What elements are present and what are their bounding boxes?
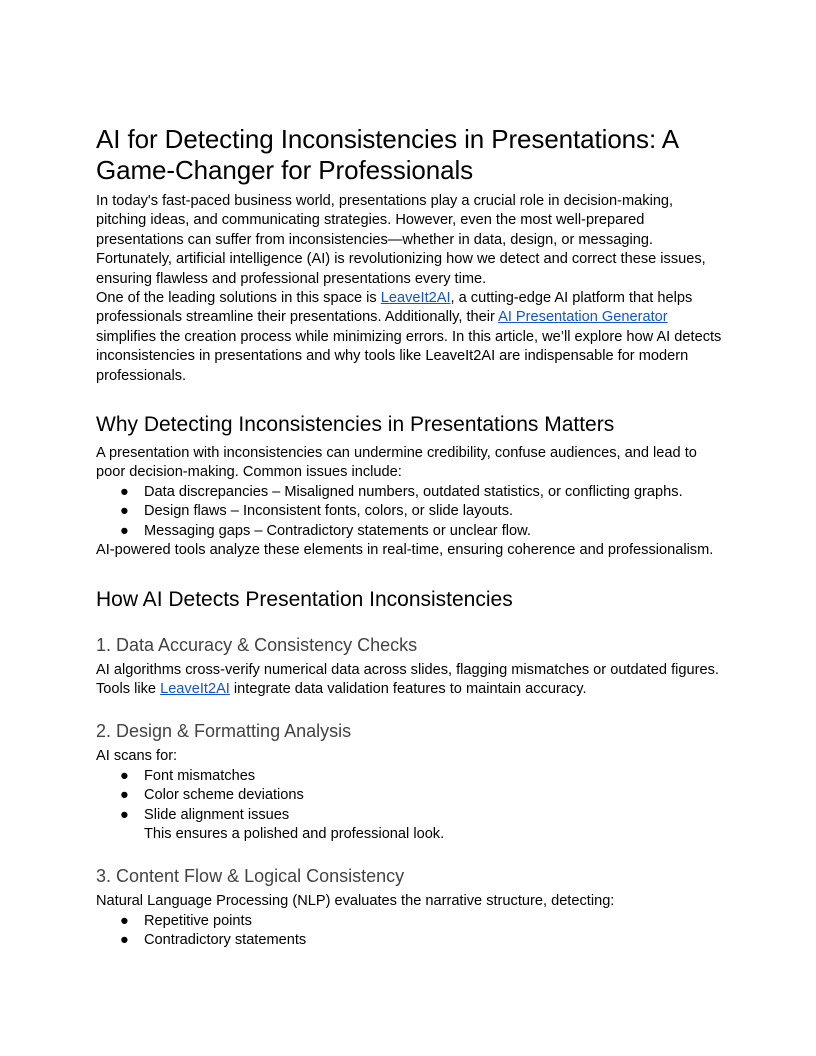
list-item — [96, 502, 726, 521]
section-heading-how: How AI Detects Presentation Inconsistencies — [96, 587, 513, 611]
subheading-data-accuracy: 1. Data Accuracy & Consistency Checks — [96, 634, 418, 655]
document-body — [96, 124, 726, 951]
bullet-icon: ● — [120, 503, 129, 520]
data-accuracy-paragraph — [96, 661, 726, 700]
section-why-closing: AI-powered tools analyze these elements in real-time, ensuring coherence and professionalism. — [96, 542, 714, 559]
list-item-text: Color scheme deviations — [144, 787, 304, 804]
intro-paragraph: In today's fast-paced business world, presentations play a crucial role in decision-making, pitching ideas, and communicating strategies. However, even the most well-prepared presentations can suffer from inconsistencies—whether in data, design, or messaging. Fortunately, artificial intelligence (AI) is revolutionizing how we detect and correct these issues, ensuring flawless and professional presentations every time. — [96, 193, 706, 287]
list-item-text: Design flaws – Inconsistent fonts, colors, or slide layouts. — [144, 503, 514, 520]
subheading-content-flow: 3. Content Flow & Logical Consistency — [96, 866, 405, 887]
leaveit2ai-link[interactable]: LeaveIt2AI — [380, 290, 451, 307]
bullet-icon: ● — [120, 912, 129, 929]
list-item — [96, 767, 726, 786]
list-item — [96, 931, 726, 950]
text-span: One of the leading solutions in this space is — [96, 290, 381, 307]
bullet-icon: ● — [120, 806, 129, 823]
section-why-lead: A presentation with inconsistencies can undermine credibility, confuse audiences, and lead to poor decision-making. Common issues include: — [96, 445, 697, 481]
design-lead: AI scans for: — [96, 748, 178, 765]
bullet-icon: ● — [120, 522, 129, 539]
list-item — [96, 483, 726, 502]
subheading-design-formatting: 2. Design & Formatting Analysis — [96, 721, 352, 742]
leaveit2ai-link-2[interactable]: LeaveIt2AI — [160, 680, 230, 697]
list-item-text: Slide alignment issues — [144, 806, 290, 823]
design-list — [96, 767, 726, 825]
bullet-icon: ● — [120, 483, 129, 500]
document-title: AI for Detecting Inconsistencies in Presentations: A Game-Changer for Professionals — [96, 124, 678, 185]
list-item-text: Repetitive points — [144, 912, 252, 929]
issues-list — [96, 483, 726, 541]
list-item — [96, 786, 726, 805]
list-item-text: Contradictory statements — [144, 932, 307, 949]
bullet-icon: ● — [120, 787, 129, 804]
text-span: integrate data validation features to maintain accuracy. — [229, 680, 587, 697]
list-item-text: Messaging gaps – Contradictory statements or unclear flow. — [144, 522, 531, 539]
list-item-text: Font mismatches — [144, 767, 256, 784]
content-flow-lead: Natural Language Processing (NLP) evaluates the narrative structure, detecting: — [96, 893, 615, 910]
list-item-text: Data discrepancies – Misaligned numbers, outdated statistics, or conflicting graphs. — [144, 483, 683, 500]
text-span: AI algorithms cross-verify numerical data across slides, flagging mismatches or outdated figures. Tools like — [96, 661, 719, 697]
design-note: This ensures a polished and professional look. — [144, 825, 445, 842]
text-span: , a cutting-edge AI platform that helps professionals streamline their presentations. Additionally, their — [96, 290, 693, 326]
text-span: simplifies the creation process while minimizing errors. In this article, we’ll explore how AI detects inconsistencies in presentations and why tools like LeaveIt2AI are indispensable for modern professionals. — [96, 328, 722, 384]
section-heading-why: Why Detecting Inconsistencies in Presentations Matters — [96, 413, 615, 437]
ai-presentation-generator-link[interactable]: AI Presentation Generator — [498, 309, 668, 326]
solution-paragraph — [96, 289, 726, 386]
list-item — [96, 806, 726, 825]
content-flow-list — [96, 912, 726, 951]
bullet-icon: ● — [120, 767, 129, 784]
list-item — [96, 522, 726, 541]
list-item — [96, 912, 726, 931]
bullet-icon: ● — [120, 932, 129, 949]
